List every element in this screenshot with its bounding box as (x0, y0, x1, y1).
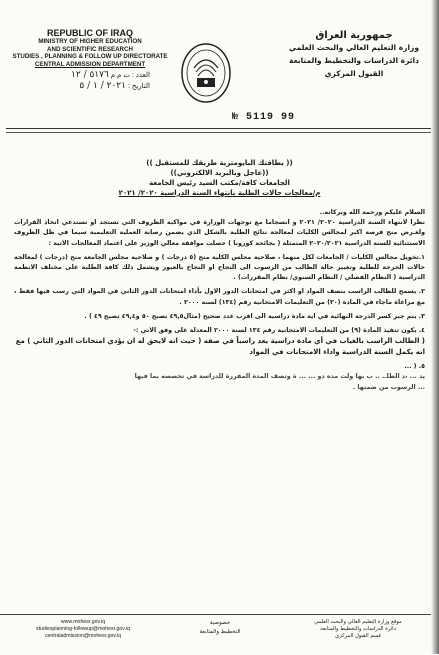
en-ministry-2: AND SCIENTIFIC RESEARCH (47, 45, 133, 53)
footer-center-2: التخطيط والمتابعة (199, 629, 241, 635)
footer-email-2[interactable]: centraladmission@mohesr.gov.iq (44, 632, 122, 639)
en-directorate: STUDIES , PLANNING & FOLLOW UP DIRECTORATE (12, 53, 168, 60)
letter-footer (0, 614, 439, 655)
slogan-line: (( بطاقتك البايومترية طريقك للمستقبل )) (146, 159, 293, 167)
item-5-fragment-3: ... الرسوب من ضمنها . (352, 383, 425, 391)
scan-edge-shadow (431, 0, 439, 654)
header-rule-thin (6, 132, 433, 133)
footer-website[interactable]: www.mohesr.gov.iq (60, 619, 106, 625)
letterhead (0, 26, 439, 144)
item-3: ٣. يتم جبر كسر الدرجة النهائية في اية مادة دراسية الى اقرب عدد صحيح (مثال٤٩,٥ تصبح ٥٠ و٤٩,٤ تصبح ٤٩ ) . (84, 312, 425, 320)
document-number: № 5119 99 (232, 112, 296, 123)
date-label: التاريخ : (127, 83, 150, 90)
date-value: ٢٠٢١ / ١ / ٥ (79, 81, 126, 91)
intro-paragraph: نظرا لانتهاء السنة الدراسية ٢٠٢٠/ ٢٠٢١ و انسجاما مع توجهات الوزارة في مواكبة الظروف التي تستجد او تستدعي اتخاذ القرارات ولغـرض منح فرصة اكبر لمجالس الكليات لمعالجة نتائج الطلبة بالشكل الذي يضمن رصانة العملية التعليمية سيما في ظل الظروف الاستثنائية للسنة الدراسية ٢٠٢٠/٢٠٢١ المتمثلة ( بجائحة كورونا ) حصلت موافقة معالي الوزير على اعتماد المعالجات الاتية : (14, 219, 425, 247)
header-rule (6, 128, 433, 129)
ref-label: العدد : ت م م (110, 72, 150, 79)
addressee-line: الجامعات كافة/مكتب السيد رئيس الجامعة (149, 179, 290, 187)
reference-block (6, 70, 174, 92)
en-country: REPUBLIC OF IRAQ (46, 28, 133, 38)
en-ministry-1: MINISTRY OF HIGHER EDUCATION (38, 38, 142, 45)
item-5-fragment-1: ٥. ( ... (404, 363, 425, 371)
ref-value: ٥١٧٦ / ١٢ (71, 70, 109, 80)
footer-right-3: قسم القبول المركزي (335, 632, 381, 639)
letterhead-english (6, 26, 174, 92)
item-1: ١.تخويل مجالس الكليات / الجامعات لكل منهما ، صلاحية مجلس الكلية منح (٥ درجات ) و صلاحية مجلس الجامعة منح (درجات ) لمعالجة حالات الحرجة للطلبة وتغيير حالة الطالب من الرسوب الى النجاح او النجاح بالعبور ويشمل ذلك كافة الطلبة على مختلف الانظمة الدراسية ( النظام الفصلي / النظام السنوي/ نظام المقررات) . (14, 253, 425, 282)
greeting: السلام عليكم ورحمة الله وبركاته.. (319, 209, 425, 216)
footer-email-1[interactable]: studiesplanning-followup@mohesr.gov.iq (36, 625, 130, 632)
letterhead-arabic (279, 30, 429, 80)
urgent-line: ((عاجل وبالبريد الالكتروني)) (170, 169, 269, 177)
footer-center-1: خصوصية (209, 620, 231, 626)
ministry-seal-icon (180, 42, 232, 104)
en-department: CENTRAL ADMISSION DEPARTMENT (34, 60, 146, 68)
ar-ministry: وزارة التعليم العالي والبحث العلمي (288, 43, 420, 52)
subject-line: م/معالجات حالات الطلبة بانتهاء السنة الدراسية ٢٠٢٠/ ٢٠٢١ (118, 189, 321, 197)
quoted-rule: ( الطالب الراسب بالغياب في أي مادة دراسية يعد راسباً في صفه ( حيث انه لايحق له ان يؤدي امتحانات الدور الثاني ) مع انه يكمل السنة الدراسية واداء الامتحانات في المواد (15, 337, 425, 357)
footer-arabic (283, 619, 433, 639)
ar-directorate: دائرة الدراسات والتخطيط والمتابعة (289, 56, 419, 65)
footer-center (170, 619, 270, 637)
footer-contacts (8, 619, 158, 639)
item-5-fragment-2: يد ... ،د الطاـ. .. ب بها ولت مده دو ... ... ة وتصف المدة المقررة للدراسة في تخصصه بما فيها (134, 373, 425, 381)
ar-department: القبول المركزي (324, 69, 384, 78)
ar-country: جمهورية العراق (315, 30, 393, 41)
item-2: ٢. يسمح للطالب الراسب بنصف المواد او اكثر في امتحانات الدور الاول بأداء امتحانات الدور الثاني في المواد التي رسب فيها فقط ، مع مراعاة ماجاء في المادة (٢٠) من التعليمات الامتحانية رقم (١٣٤) لسنة ٢٠٠٠ . (14, 288, 425, 306)
letter-body (14, 158, 425, 393)
footer-right-1: موقع وزارة التعليم العالي والبحث العلمي (314, 619, 402, 625)
item-4: ٤. يكون تنفيذ المادة (٩) من التعليمات الامتحانية رقم ١٣٤ لسنة ٢٠٠٠ المعدلة على وفق الاتي :- (133, 327, 425, 335)
footer-right-2: دائرة الدراسات والتخطيط والمتابعة (320, 625, 396, 632)
